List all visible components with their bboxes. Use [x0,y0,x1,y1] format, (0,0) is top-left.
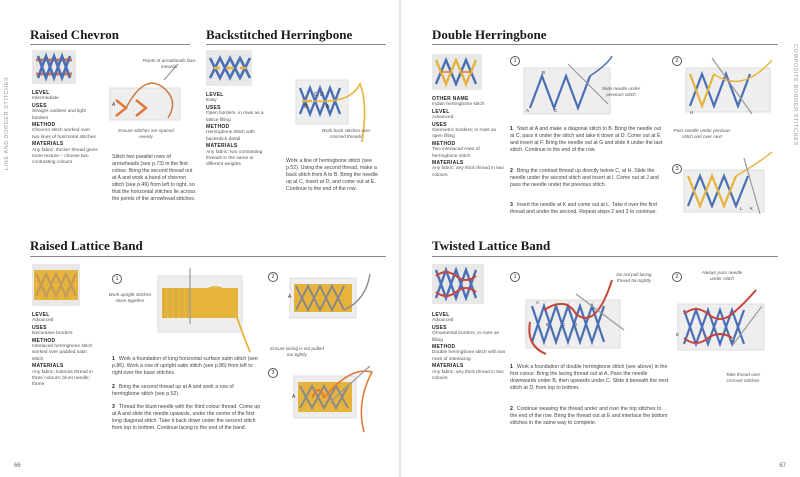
twisted-lattice-step2-diagram [672,286,772,366]
left-page-number: 66 [14,463,21,469]
title-rule [30,44,190,45]
note-slide-needle: Slide needle under previous stitch [601,86,641,97]
raised-chevron-body: Stitch two parallel rows of arrowheads (see p.73) in the first colour. Bring the second thread out at A and work a band of chevron stitch (see p.49) from left to right, so that the horizontal stitches lie across the points of the arrowhead stitches. [112,154,196,202]
note-pass-needle: Pass needle under previous stitch and over next [673,128,731,139]
double-herringbone-meta: OTHER NAME Indian herringbone stitch LEVEL Advanced USES Geometric borders; in rows as open filling METHOD Two interlaced rows of herringbone stitch MATERIALS Any fabric; any thick thread in two colours [432,96,504,178]
double-herringbone-title: Double Herringbone [432,27,547,42]
raised-chevron-diagram [106,60,188,128]
svg-text:A: A [526,108,530,113]
raised-lattice-step1-text: 1 Work a foundation of long horizontal surface satin stitch (see p.86). Work a row of upright satin stitch (see p.86) from left to right over the base stitches. [112,356,258,376]
svg-text:A: A [326,104,330,110]
step-1-badge: 1 [112,274,122,284]
double-herringbone-step1-text: 1 Start at A and make a diagonal stitch to B. Bring the needle out at C, pass it under the stitch and take it down at D. Come out at E and insert at F. Bring the needle out at G and slide it under the last stitch. Continue to the end of the row. [510,126,663,153]
raised-chevron-title: Raised Chevron [30,27,119,42]
backstitched-herringbone-meta: LEVEL Easy USES Open borders, in rows as a lattice filling METHOD Herringbone stitch with backstitch detail MATERIALS Any fabric; two contrasting threads in the same or different weights [206,92,264,168]
raised-chevron-meta: LEVEL Intermediate USES Straight outlines and light borders METHOD Chevron stitch worked over two lines of horizontal stitches MATERIALS Any fabric; thicker thread gives more texture – choose two contrasting colours [32,90,98,166]
title-rule [30,256,386,257]
backstitched-herringbone-swatch [206,50,252,86]
twisted-lattice-step1-text: 1 Work a foundation of double herringbone stitch (see above) in the first colour. Bring the lacing thread out at A. Pass the needle downwards under B, then upwards under C. Slide it beneath the next stitch at D, from top to bottom. [510,364,669,391]
backstitched-herringbone-title: Backstitched Herringbone [206,27,353,42]
double-herringbone-swatch [432,54,482,90]
svg-text:C: C [554,108,558,113]
svg-text:A: A [288,294,292,300]
note-over-crossed: Take thread over crossed stitches [725,372,761,383]
twisted-lattice-step2-text: 2 Continue weaving the thread under and over the top stitches to the end of the row. Bring the thread out at E and interlace the bottom stitches in the same way to complete. [510,406,668,426]
title-rule [432,256,778,257]
twisted-lattice-band-meta: LEVEL Advanced USES Ornamental borders; in rows as filling METHOD Double herringbone stitch with two rows of interlacing MATERIALS Any fabric; any thick thread in two colours [432,312,506,382]
double-herringbone-step2-diagram [682,54,782,120]
raised-lattice-band-meta: LEVEL Advanced USES Decorative borders METHOD Interlaced herringbone stitch worked over padded satin stitch MATERIALS Any fabric; lustrous thread in three colours; blunt needle; frame [32,312,93,388]
svg-text:D: D [320,92,324,98]
svg-text:A: A [292,394,296,400]
raised-lattice-band-swatch [32,264,80,306]
right-page [400,0,800,477]
right-side-tab: COMPOSITE BORDER STITCHES [792,44,798,146]
note-spacing: Ensure stitches are spaced evenly [118,128,174,139]
svg-text:A: A [536,300,540,305]
raised-lattice-band-title: Raised Lattice Band [30,238,143,253]
twisted-lattice-band-swatch [432,264,484,304]
backstitched-herringbone-body: Work a line of herringbone stitch (see p.52). Using the second thread, make a back stitch from A to B. Bring the needle up at C, insert at D, and come out at E. Continue to the end of the row. [286,158,378,192]
raised-lattice-step2-diagram [286,270,376,332]
step-3-badge: 3 [672,164,682,174]
svg-text:H: H [690,110,694,115]
svg-text:D: D [574,322,578,327]
title-rule [206,44,386,45]
note-back-stitches: Work back stitches over crossed threads [321,128,371,139]
double-herringbone-step2-text: 2 Bring the contrast thread up directly below C, at H. Slide the needle under the second stitch and insert at I. Come out at J and pass the needle under the previous stitch. [510,168,659,188]
title-rule [432,44,778,45]
left-side-tab: LINE AND BORDER STITCHES [4,76,10,170]
right-page-number: 67 [779,463,786,469]
raised-lattice-step3-diagram [290,362,378,434]
step-2-badge: 2 [672,56,682,66]
step-2-badge: 2 [268,272,278,282]
svg-text:C: C [314,92,318,98]
svg-text:E: E [676,332,680,337]
raised-lattice-step2-text: 2 Bring the second thread up at A and work a row of herringbone stitch (see p.52). [112,384,234,397]
raised-chevron-swatch [32,50,76,84]
step-2-badge: 2 [672,272,682,282]
twisted-lattice-step1-diagram [516,270,634,360]
twisted-lattice-band-title: Twisted Lattice Band [432,238,551,253]
step-3-badge: 3 [268,368,278,378]
svg-text:B: B [542,70,546,75]
step-1-badge: 1 [510,56,520,66]
raised-lattice-step1-diagram [150,262,258,354]
note-arrowheads: Points of arrowheads face inwards [142,58,196,69]
svg-text:K: K [750,206,754,211]
raised-lattice-step3-text: 3 Thread the blunt needle with the third colour thread. Come up at A and slide the needle upwards, under the centre of the first long diagonal stitch. Take it back down under the second stitch from top to bottom. Continue lacing to the end of the band. [112,404,261,431]
double-herringbone-step3-diagram [680,150,780,222]
double-herringbone-step3-text: 3 Insert the needle at K and come out at L. Take it over the first thread and under the second. Repeat steps 2 and 3 to continue. [510,202,657,215]
svg-text:L: L [740,206,743,211]
svg-text:C: C [562,322,566,327]
svg-text:A: A [112,102,116,108]
note-upright-stitches: Work upright stitches close together [108,292,152,303]
note-lacing-tight: Do not pull lacing thread too tightly [616,272,652,283]
svg-text:B: B [304,104,308,110]
svg-text:B: B [546,322,550,327]
note-lacing: Ensure lacing is not pulled too tightly [270,346,324,357]
step-1-badge: 1 [510,272,520,282]
note-pass-under: Always pass needle under stitch [701,270,743,281]
